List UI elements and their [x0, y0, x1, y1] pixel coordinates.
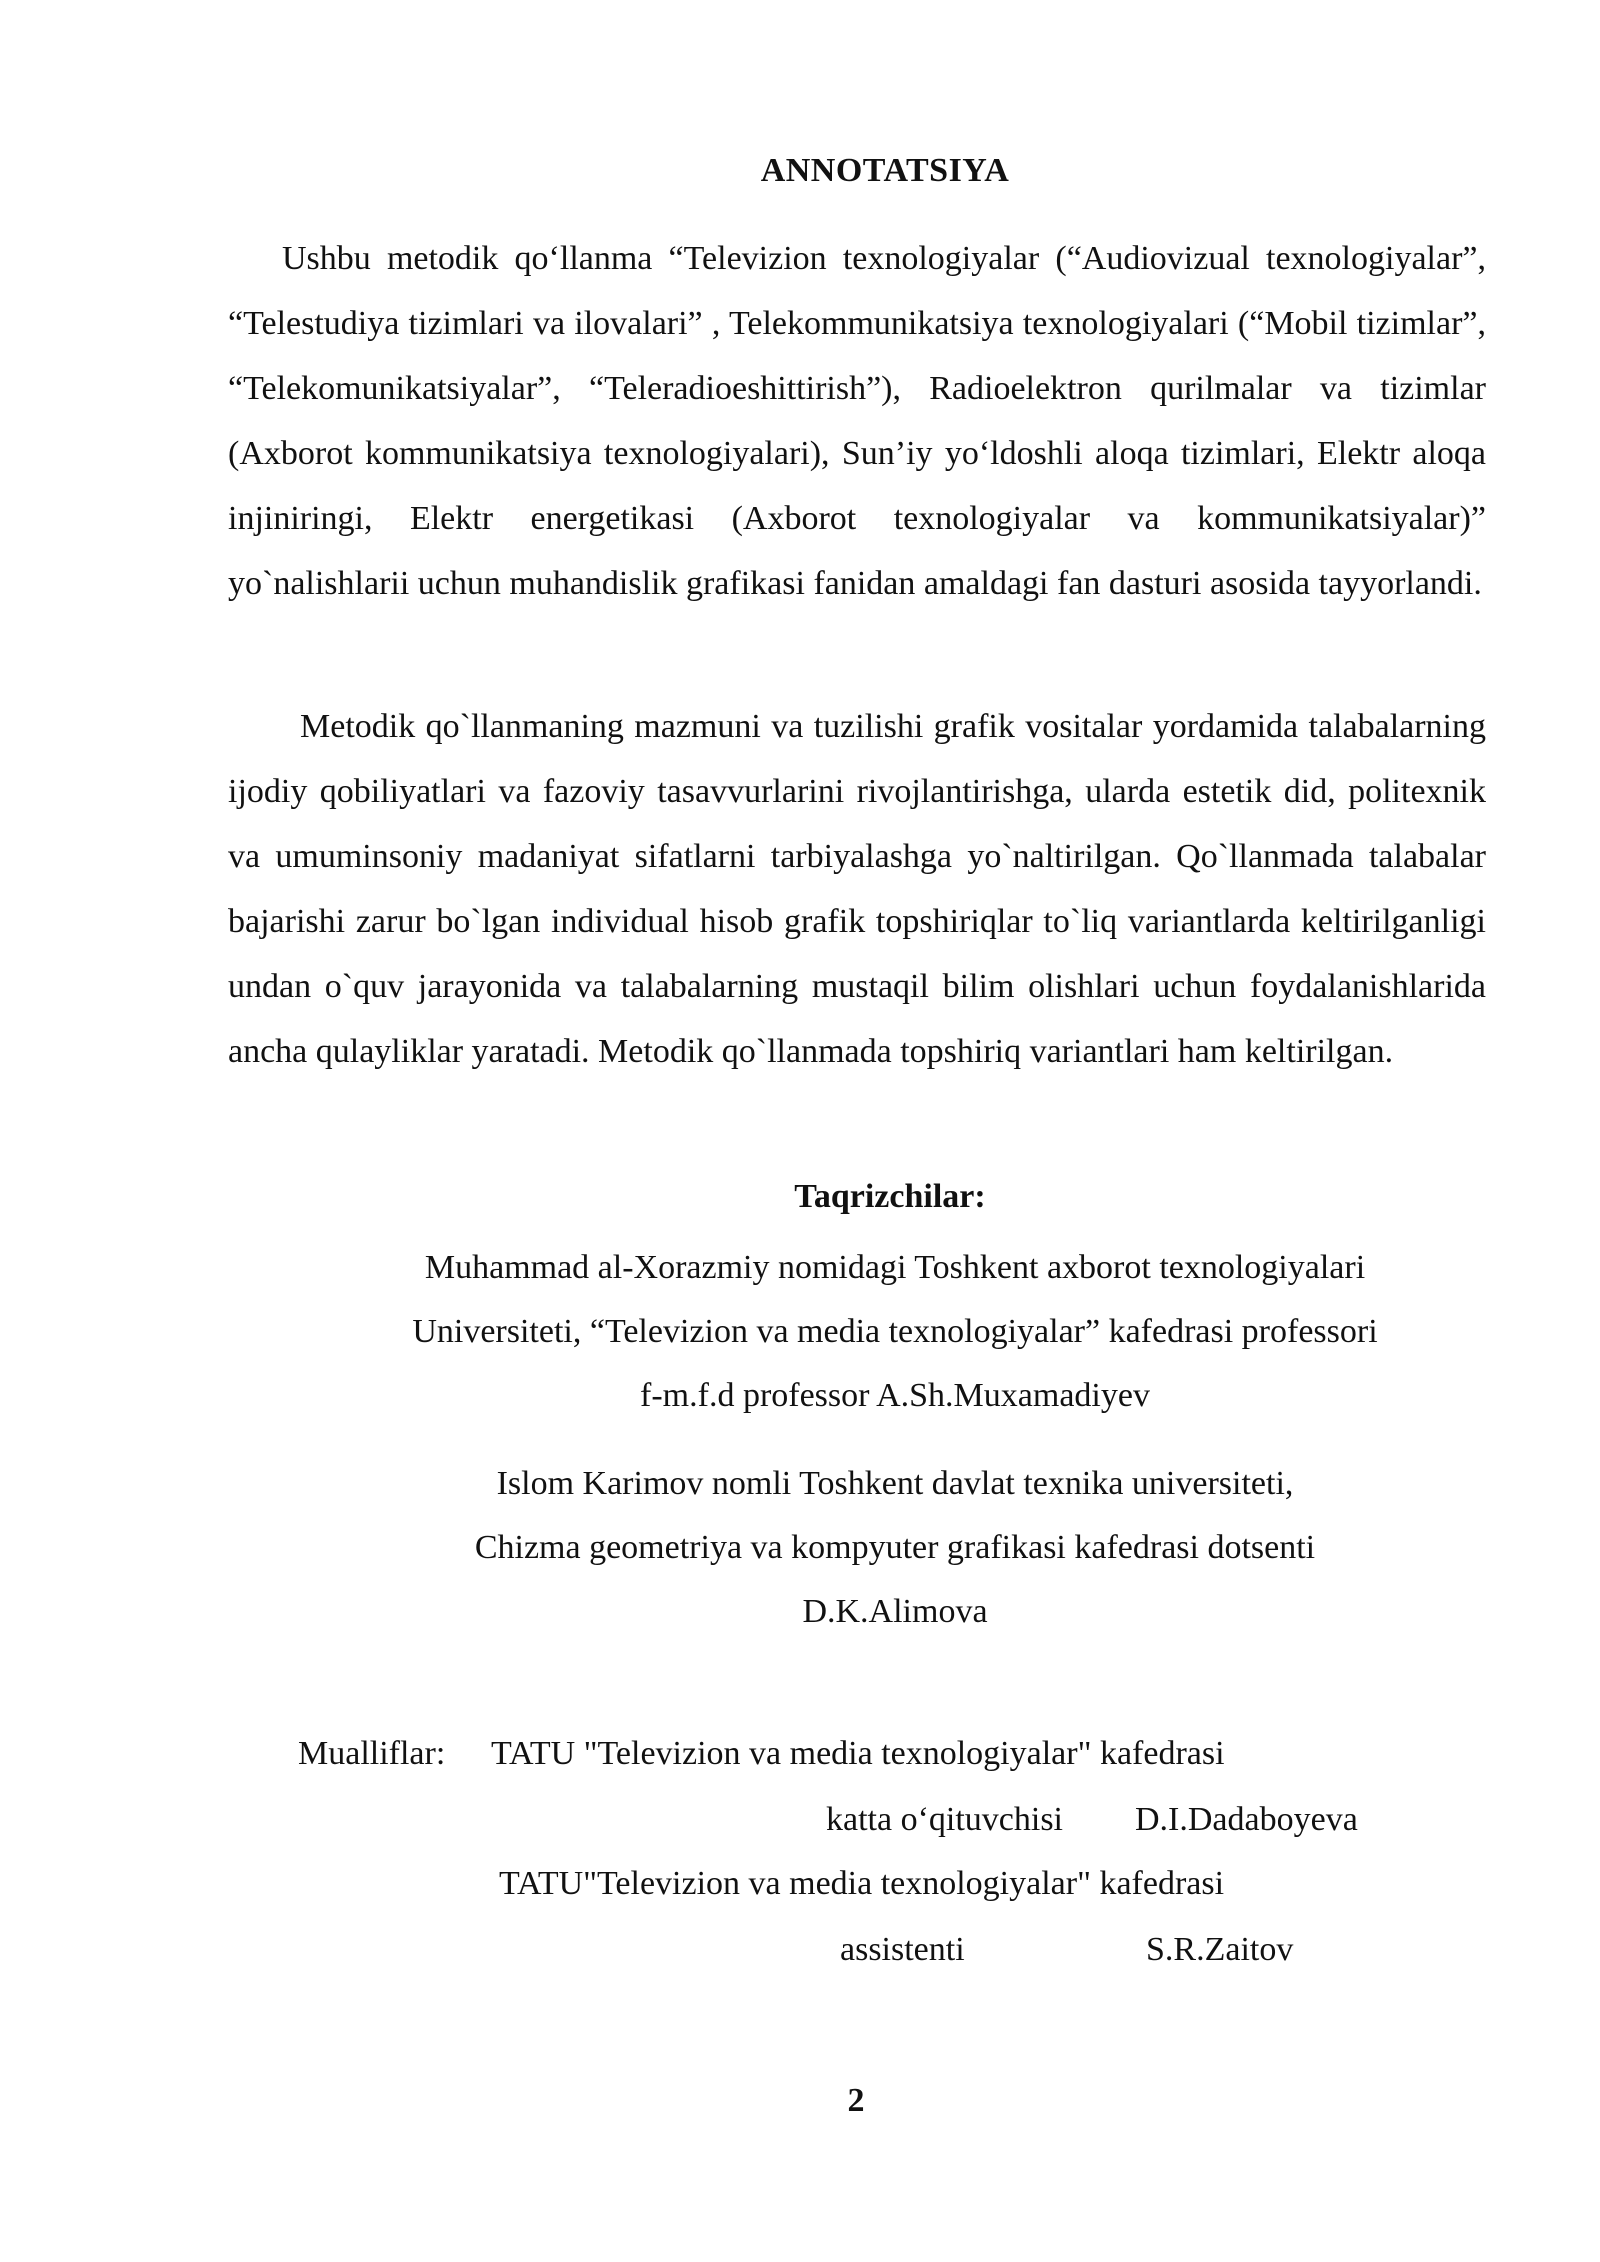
reviewer-2-name: D.K.Alimova — [802, 1593, 988, 1630]
author-1-name: D.I.Dadaboyeva — [1135, 1801, 1358, 1838]
annotation-paragraph-1: Ushbu metodik qo‘llanma “Televizion texnologiyalar (“Audiovizual texnologiyalar”, “Telestudiya tizimlari va ilovalari” , Telekommunikatsiya texnologiyalari (“Mobil tizimlar”, “Telekomunikatsiyalar”, “Teleradioeshittirish”), Radioelektron qurilmalar va tizimlar (Axborot kommunikatsiya texnologiyalari), Sun’iy yo‘ldoshli aloqa tizimlari, Elektr aloqa injiniringi, Elektr energetikasi (Axborot texnologiyalar va kommunikatsiyalar)” yo`nalishlarii uchun muhandislik grafikasi fanidan amaldagi fan dasturi asosida tayyorlandi. — [228, 240, 1486, 602]
reviewer-1-block — [0, 1236, 1600, 1428]
reviewer-1-line: Universiteti, “Televizion va media texnologiyalar” kafedrasi professori — [412, 1313, 1378, 1350]
authors-block — [0, 1734, 1600, 2034]
reviewer-1-name: f-m.f.d professor A.Sh.Muxamadiyev — [640, 1377, 1150, 1414]
reviewers-heading: Taqrizchilar: — [794, 1178, 986, 1215]
authors-label: Mualliflar: — [298, 1735, 446, 1772]
author-1-position: katta o‘qituvchisi — [826, 1801, 1064, 1838]
page-number: 2 — [847, 2082, 865, 2119]
page-title: ANNOTATSIYA — [760, 152, 1010, 189]
reviewer-1-line: Muhammad al-Xorazmiy nomidagi Toshkent axborot texnologiyalari — [424, 1249, 1366, 1286]
reviewer-2-line: Islom Karimov nomli Toshkent davlat texnika universiteti, — [496, 1465, 1294, 1502]
reviewer-2-line: Chizma geometriya va kompyuter grafikasi kafedrasi dotsenti — [474, 1529, 1316, 1566]
annotation-paragraph-2: Metodik qo`llanmaning mazmuni va tuzilishi grafik vositalar yordamida talabalarning ijodiy qobiliyatlari va fazoviy tasavvurlarini rivojlantirishga, ularda estetik did, politexnik va umuminsoniy madaniyat sifatlarni tarbiyalashga yo`naltirilgan. Qo`llanmada talabalar bajarishi zarur bo`lgan individual hisob grafik topshiriqlar to`liq variantlarda keltirilganligi undan o`quv jarayonida va talabalarning mustaqil bilim olishlari uchun foydalanishlarida ancha qulayliklar yaratadi. Metodik qo`llanmada topshiriq variantlari ham keltirilgan. — [228, 708, 1486, 1070]
author-2-name: S.R.Zaitov — [1146, 1931, 1294, 1968]
author-2-department: TATU"Televizion va media texnologiyalar" kafedrasi — [499, 1865, 1225, 1902]
author-1-department: TATU "Televizion va media texnologiyalar" kafedrasi — [491, 1735, 1225, 1772]
author-2-position: assistenti — [840, 1931, 965, 1968]
reviewer-2-block — [0, 1452, 1600, 1644]
